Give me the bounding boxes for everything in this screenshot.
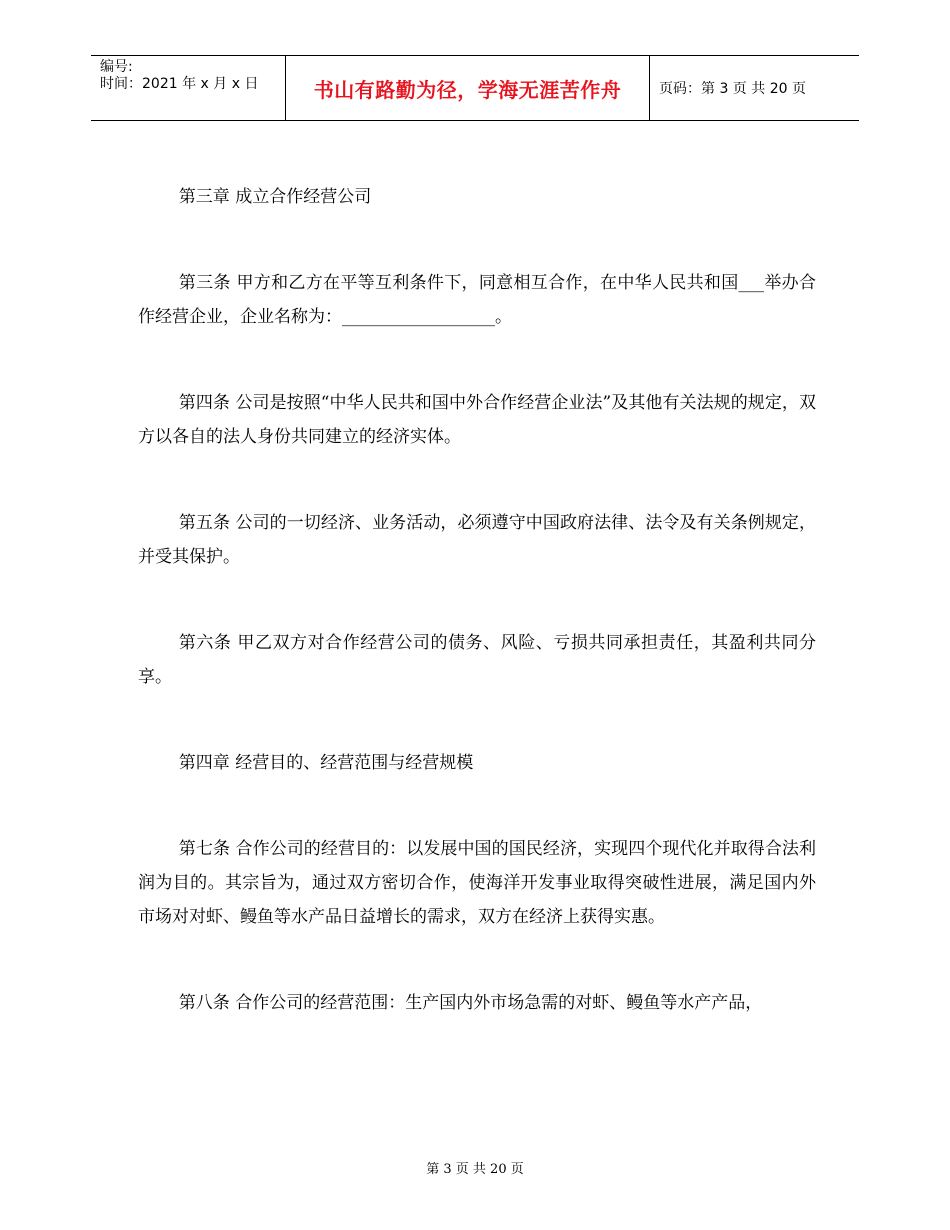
article-3: 第三条 甲方和乙方在平等互利条件下，同意相互合作，在中华人民共和国___举办合作经营企业，企业名称为：__________________。 <box>138 273 816 327</box>
article-8: 第八条 合作公司的经营范围：生产国内外市场急需的对虾、鳗鱼等水产产品， <box>178 993 763 1013</box>
header-number-label: 编号: <box>100 59 133 75</box>
article-6: 第六条 甲乙双方对合作经营公司的债务、风险、亏损共同承担责任，其盈利共同分享。 <box>138 633 816 687</box>
header-motto: 书山有路勤为径，学海无涯苦作舟 <box>286 56 650 120</box>
page-footer: 第 3 页 共 20 页 <box>426 1162 524 1177</box>
article-5: 第五条 公司的一切经济、业务活动，必须遵守中国政府法律、法令及有关条例规定，并受其保护。 <box>138 513 816 567</box>
article-7: 第七条 合作公司的经营目的：以发展中国的国民经济，实现四个现代化并取得合法利润为目的。其宗旨为，通过双方密切合作，使海洋开发事业取得突破性进展，满足国内外市场对对虾、鳗鱼等水产品日益增长的需求，双方在经济上获得实惠。 <box>138 839 816 927</box>
page-header <box>91 55 859 121</box>
chapter-heading-3: 第三章 成立合作经营公司 <box>178 187 372 207</box>
chapter-heading-4: 第四章 经营目的、经营范围与经营规模 <box>178 753 474 773</box>
document-body <box>138 180 816 1072</box>
article-4: 第四条 公司是按照“中华人民共和国中外合作经营企业法”及其他有关法规的规定，双方以各自的法人身份共同建立的经济实体。 <box>138 393 816 447</box>
header-time-label: 时间：2021 年 x 月 x 日 <box>100 76 259 92</box>
header-meta <box>91 56 286 120</box>
header-page-info: 页码：第 3 页 共 20 页 <box>659 81 806 97</box>
